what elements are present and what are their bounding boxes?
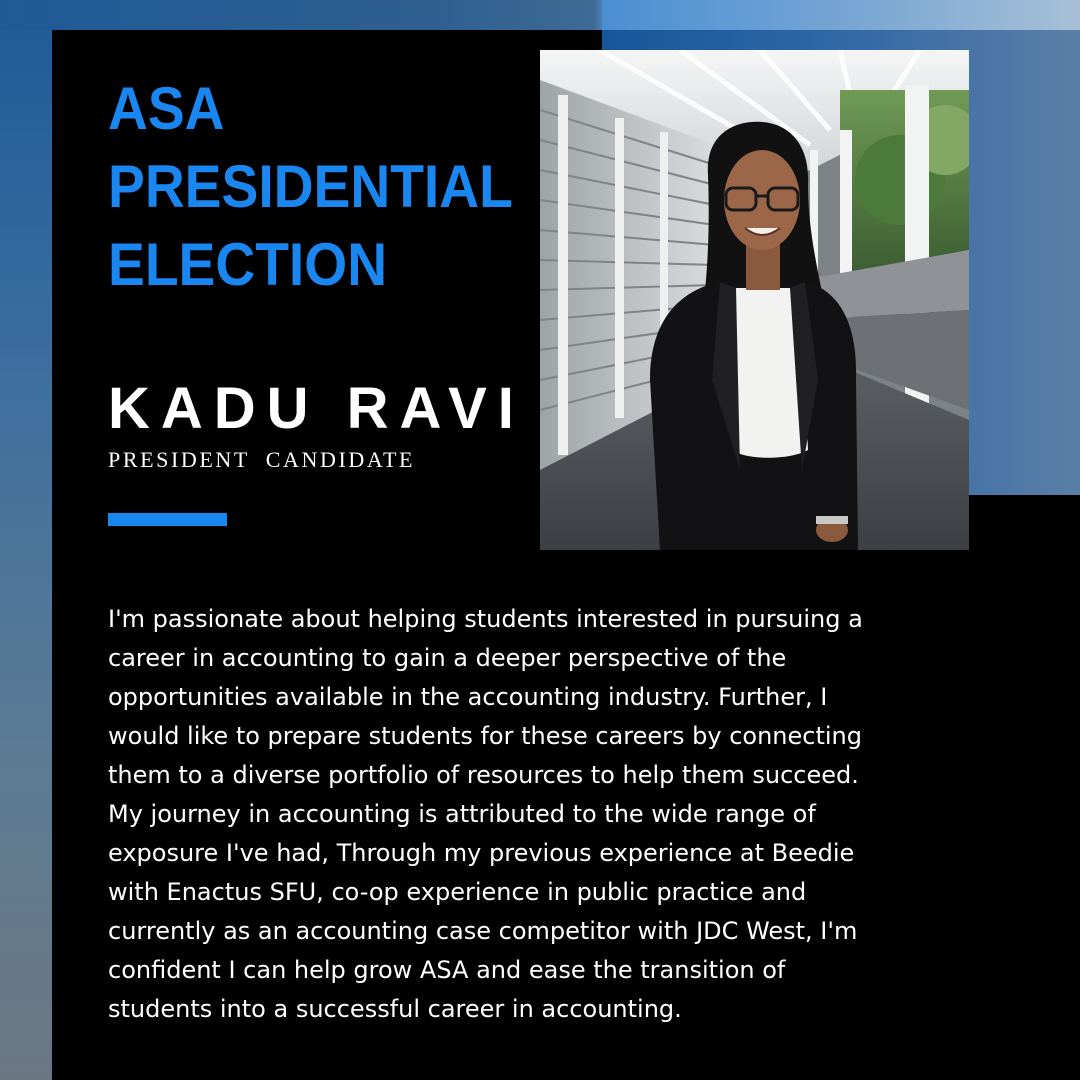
bio-line: opportunities available in the accounting industry. Further, I	[108, 683, 828, 711]
candidate-bio	[108, 600, 1008, 1029]
left-decorative-band	[0, 0, 52, 1080]
bio-line: would like to prepare students for these careers by connecting	[108, 722, 862, 750]
bio-line: exposure I've had, Through my previous experience at Beedie	[108, 839, 855, 867]
bio-line: with Enactus SFU, co-op experience in public practice and	[108, 878, 807, 906]
poster-title	[108, 70, 513, 304]
bio-line: career in accounting to gain a deeper perspective of the	[108, 644, 787, 672]
candidate-name: KADU RAVI	[108, 376, 525, 441]
bio-line: confident I can help grow ASA and ease the transition of	[108, 956, 786, 984]
candidate-photo	[540, 50, 969, 550]
candidate-role: PRESIDENT CANDIDATE	[108, 447, 416, 472]
bio-line: currently as an accounting case competitor with JDC West, I'm	[108, 917, 858, 945]
top-right-decorative-band	[602, 0, 1080, 30]
title-line: ELECTION	[108, 231, 388, 298]
bio-line: them to a diverse portfolio of resources to help them succeed.	[108, 761, 859, 789]
title-line: PRESIDENTIAL	[108, 153, 513, 220]
title-line: ASA	[108, 75, 225, 142]
bio-line: I'm passionate about helping students interested in pursuing a	[108, 605, 863, 633]
accent-divider	[108, 513, 227, 526]
bio-line: students into a successful career in accounting.	[108, 995, 682, 1023]
bio-line: My journey in accounting is attributed to the wide range of	[108, 800, 816, 828]
